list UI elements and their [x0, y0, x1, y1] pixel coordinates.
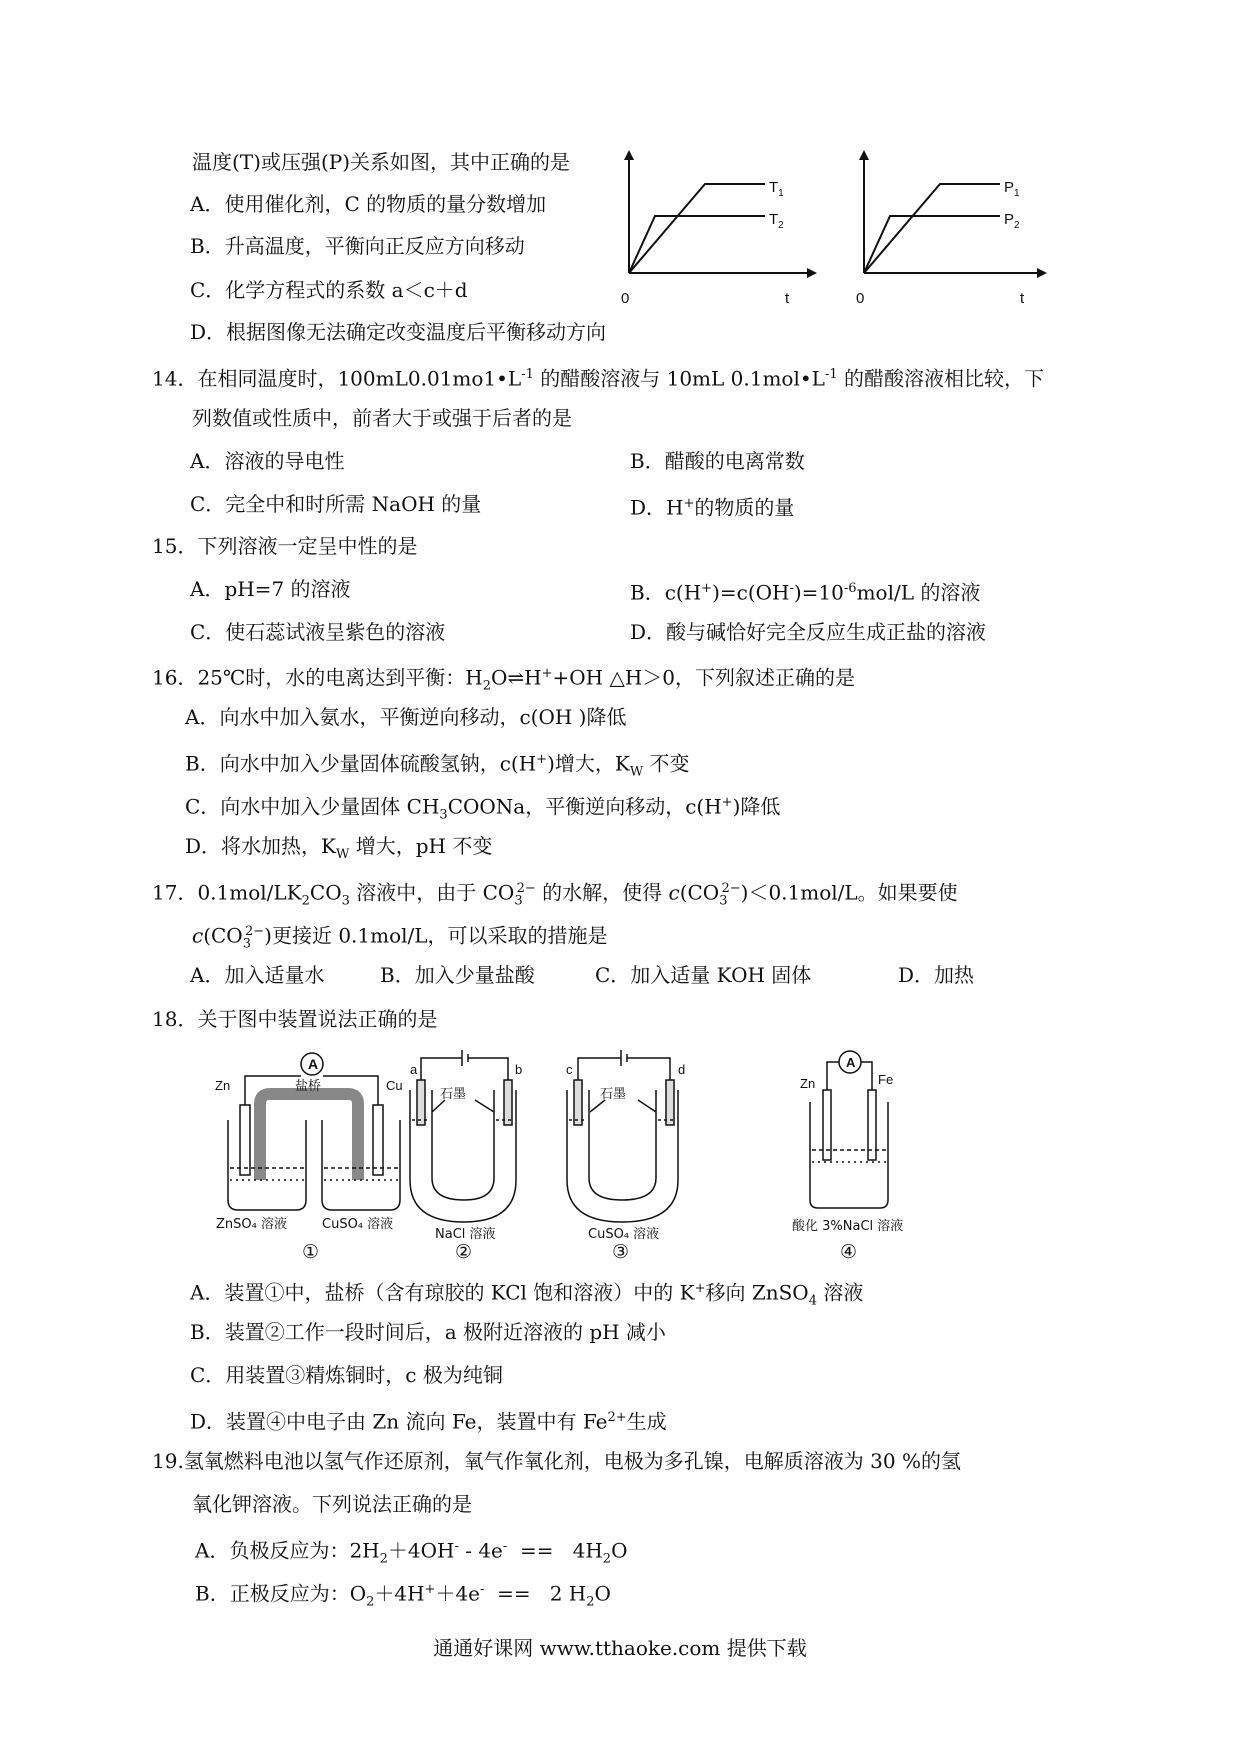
svg-text:盐桥: 盐桥 [295, 1079, 322, 1094]
q14-text-2: 的醋酸溶液与 10mL 0.1mol•L [533, 366, 825, 391]
svg-text:酸化 3%NaCl 溶液: 酸化 3%NaCl 溶液 [792, 1219, 904, 1234]
q17-p4: 2− [721, 881, 741, 896]
q17-t6: (CO [679, 880, 720, 905]
q17-t2: CO [309, 880, 342, 905]
q18-d-sup: 2+ [607, 1410, 627, 1425]
q15-b-1: B．c(H [630, 580, 702, 605]
q18-option-a [190, 1275, 863, 1316]
q17-l2-2: )更接近 0.1mol/L，可以采取的措施是 [264, 923, 608, 948]
svg-text:CuSO₄ 溶液: CuSO₄ 溶液 [322, 1217, 394, 1232]
q17-s4: 3 [719, 893, 728, 909]
q15-option-d: D．酸与碱恰好完全反应生成正盐的溶液 [630, 620, 987, 644]
q16-b-1: B．向水中加入少量固体硫酸氢钠，c(H [185, 751, 537, 776]
q16-c-1: C．向水中加入少量固体 CH [185, 794, 440, 819]
q17-line-1 [152, 875, 958, 916]
q17-l2-1: (CO [203, 923, 243, 948]
q15-b-3: )=10 [793, 580, 844, 605]
q14-line-2: 列数值或性质中，前者大于或强于后者的是 [192, 406, 572, 430]
q19-b-sub1: 2 [366, 1594, 375, 1610]
q14-d-text-2: 的物质的量 [694, 495, 795, 520]
svg-text:P2: $P_2$ [1004, 211, 1020, 231]
q15-number: 15． [152, 534, 198, 558]
svg-text:b: b [515, 1062, 523, 1077]
svg-text:③: ③ [612, 1241, 630, 1263]
q16-option-b [185, 746, 690, 787]
q16-option-a: A．向水中加入氨水，平衡逆向移动，c(OH )降低 [185, 705, 627, 729]
q14-line-1 [152, 361, 1044, 393]
page-footer: 通通好课网 www.tthaoke.com 提供下载 [433, 1636, 807, 1660]
q16-d-sub: W [335, 847, 350, 862]
q13-option-b: B．升高温度，平衡向正反应方向移动 [190, 234, 525, 258]
q14-d-text-1: D．H [630, 495, 684, 520]
q15-stem-text: 下列溶液一定呈中性的是 [197, 534, 418, 558]
q19-b-5: O [594, 1581, 611, 1606]
svg-text:a: a [410, 1062, 418, 1077]
device-2 [410, 1050, 516, 1222]
q14-sup-1: -1 [521, 367, 534, 382]
q18-a-1: A．装置①中，盐桥（含有琼胶的 KCl 饱和溶液）中的 K [190, 1280, 695, 1305]
q13-graph-pressure [850, 148, 1065, 313]
q17-option-c: C．加入适量 KOH 固体 [595, 963, 812, 987]
q14-sup-2: -1 [824, 367, 838, 382]
q18-a-sup: + [694, 1281, 706, 1296]
device-1 [228, 1053, 400, 1210]
q17-l2-sup: 2− [245, 924, 265, 939]
q19-b-sub2: 2 [586, 1594, 595, 1610]
q17-t5: c [668, 880, 680, 905]
q18-apparatus-figure [210, 1050, 930, 1270]
q14-text-3: 的醋酸溶液相比较，下 [837, 366, 1044, 391]
svg-text:t: t [785, 290, 790, 307]
q18-option-b: B．装置②工作一段时间后，a 极附近溶液的 pH 减小 [190, 1320, 666, 1344]
q16-stem-sup: + [541, 666, 553, 681]
q18-d-2: 生成 [626, 1409, 667, 1434]
q19-a-sup1: - [454, 1539, 459, 1554]
q16-number: 16． [152, 665, 198, 690]
q19-b-sup1: + [424, 1582, 436, 1597]
q14-option-b: B．醋酸的电离常数 [630, 449, 805, 473]
q16-b-3: 不变 [643, 751, 690, 776]
q17-t7: )＜0.1mol/L。如果要使 [740, 880, 958, 905]
q19-a-5: O [611, 1538, 628, 1563]
q16-stem-2: O⇌H [491, 665, 542, 690]
q17-s3: 3 [514, 893, 523, 909]
svg-text:t: t [1020, 290, 1025, 307]
svg-text:d: d [678, 1062, 686, 1077]
svg-text:c: c [566, 1062, 573, 1077]
q18-a-3: 溶液 [816, 1280, 864, 1305]
q17-t3: 溶液中，由于 CO [349, 880, 515, 905]
q16-c-3: )降低 [732, 794, 781, 819]
q19-a-3: - 4e [458, 1538, 503, 1563]
svg-text:0: 0 [621, 290, 630, 307]
q16-b-sub: W [629, 764, 644, 780]
q16-stem-1: 25℃时，水的电离达到平衡：H [197, 665, 483, 690]
curve-t2 [629, 216, 765, 273]
q14-option-c: C．完全中和时所需 NaOH 的量 [190, 492, 482, 516]
device-3 [567, 1050, 678, 1222]
q14-option-d [630, 490, 794, 522]
q17-s2: 3 [341, 893, 350, 909]
q16-stem-sub: 2 [482, 678, 491, 694]
q18-option-c: C．用装置③精炼铜时，c 极为纯铜 [190, 1363, 503, 1387]
q14-option-a: A．溶液的导电性 [190, 449, 345, 473]
q16-stem-3: +OH △H＞0，下列叙述正确的是 [552, 665, 856, 690]
svg-text:T2: $T_2$ [769, 211, 784, 231]
q13-graph-temperature [615, 148, 830, 313]
q16-b-2: )增大，K [547, 751, 630, 776]
svg-text:NaCl 溶液: NaCl 溶液 [435, 1227, 496, 1242]
q14-d-sup: + [683, 496, 695, 511]
q16-option-d [185, 832, 492, 869]
svg-text:①: ① [302, 1241, 320, 1263]
q19-a-sub1: 2 [379, 1551, 388, 1567]
svg-text:T1: $T_1$ [769, 179, 784, 199]
q13-option-a: A．使用催化剂，C 的物质的量分数增加 [190, 192, 547, 216]
q15-b-sup-1: + [701, 581, 713, 596]
q16-stem [152, 660, 855, 701]
q17-l2-sub: 3 [242, 936, 251, 952]
q17-option-d: D．加热 [898, 963, 975, 987]
q16-b-sup: + [536, 752, 548, 767]
q17-t1: 0.1mol/LK [197, 880, 302, 905]
q19-a-1: A．负极反应为：2H [195, 1538, 380, 1563]
q16-c-sub: 3 [439, 807, 448, 823]
svg-text:Zn: Zn [215, 1078, 231, 1093]
q14-text-1: 在相同温度时，100mL0.01mo1•L [197, 366, 522, 391]
q17-p3: 2− [516, 881, 536, 896]
svg-text:石墨: 石墨 [600, 1087, 627, 1102]
q17-line-2 [192, 918, 608, 959]
q16-option-c [185, 789, 780, 830]
q18-d-1: D．装置④中电子由 Zn 流向 Fe，装置中有 Fe [190, 1409, 608, 1434]
q15-option-a: A．pH=7 的溶液 [190, 577, 351, 601]
q15-option-c: C．使石蕊试液呈紫色的溶液 [190, 620, 446, 644]
q19-option-a [195, 1533, 627, 1574]
q15-b-4: mol/L 的溶液 [856, 580, 981, 605]
q19-line-1 [152, 1447, 961, 1475]
svg-text:Cu: Cu [386, 1078, 403, 1093]
svg-text:0: 0 [856, 290, 865, 307]
q13-stem: 温度(T)或压强(P)关系如图，其中正确的是 [192, 150, 571, 174]
q19-a-sup2: - [502, 1539, 508, 1554]
q19-b-4: == 2 H [484, 1581, 587, 1606]
svg-text:CuSO₄ 溶液: CuSO₄ 溶液 [588, 1227, 660, 1242]
q19-a-4: == 4H [507, 1538, 603, 1563]
q19-number: 19. [152, 1449, 184, 1473]
q19-b-sup2: - [480, 1582, 485, 1597]
q14-number: 14． [152, 366, 198, 391]
q18-stem-text: 关于图中装置说法正确的是 [197, 1007, 438, 1031]
q17-t4: 的水解，使得 [535, 880, 669, 905]
q17-number: 17． [152, 880, 198, 905]
svg-text:②: ② [455, 1241, 473, 1263]
q18-option-d [190, 1404, 667, 1436]
q19-a-2: ＋4OH [387, 1538, 455, 1563]
q19-l1: 氢氧燃料电池以氢气作还原剂，氧气作氧化剂，电极为多孔镍，电解质溶液为 30 %的氢 [183, 1449, 961, 1473]
q18-number: 18． [152, 1007, 198, 1031]
q17-s1: 2 [301, 893, 310, 909]
q19-b-1: B．正极反应为：O [195, 1581, 367, 1606]
svg-text:ZnSO₄ 溶液: ZnSO₄ 溶液 [216, 1217, 287, 1232]
q18-a-2: 移向 ZnSO [705, 1280, 809, 1305]
q15-stem [152, 532, 417, 560]
device-4 [810, 1051, 888, 1208]
svg-text:A: A [846, 1055, 856, 1070]
q16-d-2: 增大，pH 不变 [349, 834, 493, 858]
svg-text:A: A [308, 1056, 319, 1072]
svg-text:P1: $P_1$ [1004, 179, 1020, 199]
q15-b-sup-3: -6 [843, 581, 857, 596]
q15-b-2: )=c(OH [712, 580, 790, 605]
q19-b-2: ＋4H [374, 1581, 425, 1606]
q16-c-2: COONa，平衡逆向移动，c(H [447, 794, 722, 819]
q18-stem [152, 1005, 437, 1033]
svg-text:石墨: 石墨 [440, 1087, 467, 1102]
q16-c-sup: + [721, 795, 733, 810]
q17-option-a: A．加入适量水 [190, 963, 325, 987]
q19-a-sub2: 2 [602, 1551, 612, 1567]
q15-option-b [630, 575, 980, 607]
q18-a-sub: 4 [808, 1293, 817, 1309]
q17-l2-c: c [192, 923, 204, 948]
svg-text:④: ④ [840, 1241, 858, 1263]
q19-line-2: 氧化钾溶液。下列说法正确的是 [192, 1492, 472, 1516]
q19-option-b [195, 1576, 611, 1617]
svg-text:Zn: Zn [800, 1076, 816, 1091]
q13-option-c: C．化学方程式的系数 a＜c＋d [190, 278, 468, 302]
curve-p2 [864, 216, 1000, 273]
svg-text:Fe: Fe [878, 1072, 894, 1087]
q19-b-3: ＋4e [435, 1581, 481, 1606]
q15-b-sup-2: - [789, 581, 794, 596]
q13-option-d: D．根据图像无法确定改变温度后平衡移动方向 [190, 320, 607, 344]
q16-d-1: D．将水加热，K [185, 834, 336, 858]
q17-option-b: B．加入少量盐酸 [380, 963, 535, 987]
